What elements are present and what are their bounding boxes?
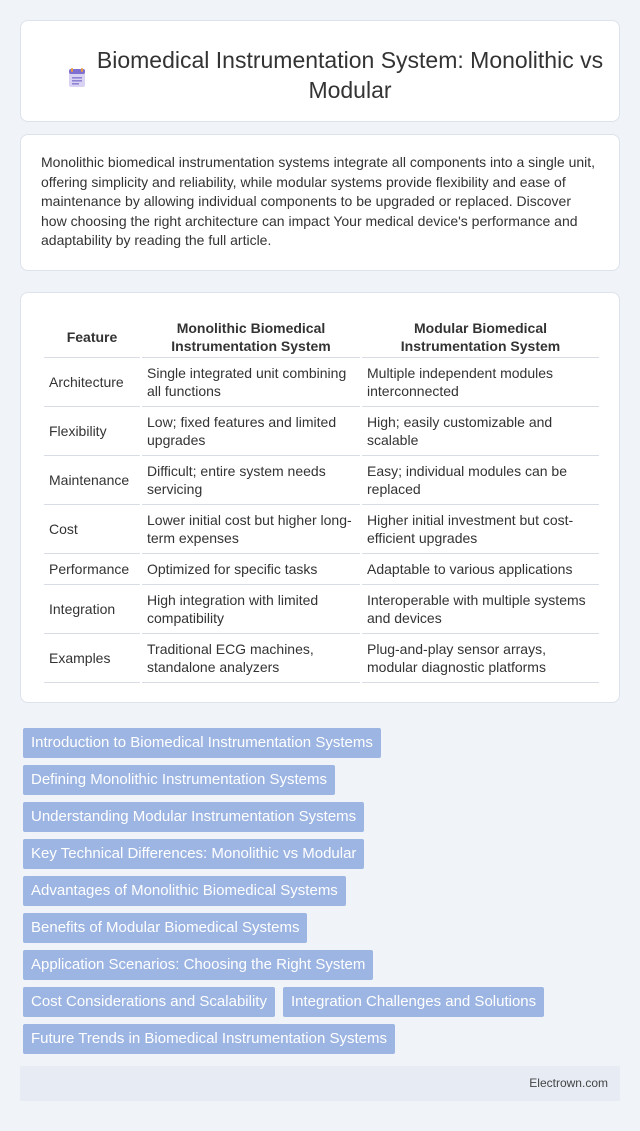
- table-row: [44, 554, 599, 585]
- intro-card: [20, 134, 620, 271]
- table-cell-monolithic: Traditional ECG machines, standalone analyzers: [142, 634, 360, 683]
- footer-site-name: Electrown.com: [529, 1076, 608, 1090]
- toc-link-defining-monolithic[interactable]: Defining Monolithic Instrumentation Systems: [23, 765, 335, 795]
- table-cell-feature: Integration: [44, 585, 140, 634]
- toc-link-introduction[interactable]: Introduction to Biomedical Instrumentation Systems: [23, 728, 381, 758]
- table-row: [44, 456, 599, 505]
- table-header-feature: Feature: [44, 315, 140, 358]
- table-cell-feature: Architecture: [44, 358, 140, 407]
- table-cell-monolithic: Low; fixed features and limited upgrades: [142, 407, 360, 456]
- table-cell-modular: Higher initial investment but cost-efficient upgrades: [362, 505, 599, 554]
- toc-link-integration-challenges[interactable]: Integration Challenges and Solutions: [283, 987, 544, 1017]
- intro-paragraph: Monolithic biomedical instrumentation systems integrate all components into a single unit, offering simplicity and reliability, while modular systems provide flexibility and ease of maintenance by allowing individual components to be upgraded or replaced. Discover how choosing the right architecture can impact Your medical device's performance and adaptability by reading the full article.: [41, 154, 596, 248]
- table-cell-monolithic: Difficult; entire system needs servicing: [142, 456, 360, 505]
- table-cell-modular: Interoperable with multiple systems and devices: [362, 585, 599, 634]
- page-title: Biomedical Instrumentation System: Monolithic vs Modular: [96, 47, 604, 103]
- toc-link-advantages-monolithic[interactable]: Advantages of Monolithic Biomedical Systems: [23, 876, 346, 906]
- table-cell-feature: Flexibility: [44, 407, 140, 456]
- table-cell-monolithic: Single integrated unit combining all functions: [142, 358, 360, 407]
- table-of-contents: [23, 728, 613, 1061]
- table-row: [44, 505, 599, 554]
- table-cell-monolithic: Optimized for specific tasks: [142, 554, 360, 585]
- table-cell-feature: Examples: [44, 634, 140, 683]
- footer: [20, 1066, 620, 1101]
- toc-link-cost-considerations[interactable]: Cost Considerations and Scalability: [23, 987, 275, 1017]
- table-cell-feature: Cost: [44, 505, 140, 554]
- document-icon: [66, 67, 88, 89]
- table-header-row: [44, 315, 599, 358]
- table-row: [44, 585, 599, 634]
- table-row: [44, 358, 599, 407]
- table-cell-monolithic: Lower initial cost but higher long-term expenses: [142, 505, 360, 554]
- table-header-modular: Modular Biomedical Instrumentation System: [362, 315, 599, 358]
- comparison-table-card: [20, 292, 620, 703]
- toc-link-key-differences[interactable]: Key Technical Differences: Monolithic vs Modular: [23, 839, 364, 869]
- table-cell-feature: Maintenance: [44, 456, 140, 505]
- table-cell-feature: Performance: [44, 554, 140, 585]
- table-row: [44, 634, 599, 683]
- toc-link-future-trends[interactable]: Future Trends in Biomedical Instrumentation Systems: [23, 1024, 395, 1054]
- toc-link-application-scenarios[interactable]: Application Scenarios: Choosing the Right System: [23, 950, 373, 980]
- title-card: [20, 20, 620, 122]
- table-row: [44, 407, 599, 456]
- table-header-monolithic: Monolithic Biomedical Instrumentation System: [142, 315, 360, 358]
- table-cell-monolithic: High integration with limited compatibility: [142, 585, 360, 634]
- table-cell-modular: Plug-and-play sensor arrays, modular diagnostic platforms: [362, 634, 599, 683]
- table-cell-modular: High; easily customizable and scalable: [362, 407, 599, 456]
- table-cell-modular: Adaptable to various applications: [362, 554, 599, 585]
- toc-link-understanding-modular[interactable]: Understanding Modular Instrumentation Systems: [23, 802, 364, 832]
- comparison-table: [42, 315, 601, 683]
- toc-link-benefits-modular[interactable]: Benefits of Modular Biomedical Systems: [23, 913, 307, 943]
- table-cell-modular: Multiple independent modules interconnected: [362, 358, 599, 407]
- table-cell-modular: Easy; individual modules can be replaced: [362, 456, 599, 505]
